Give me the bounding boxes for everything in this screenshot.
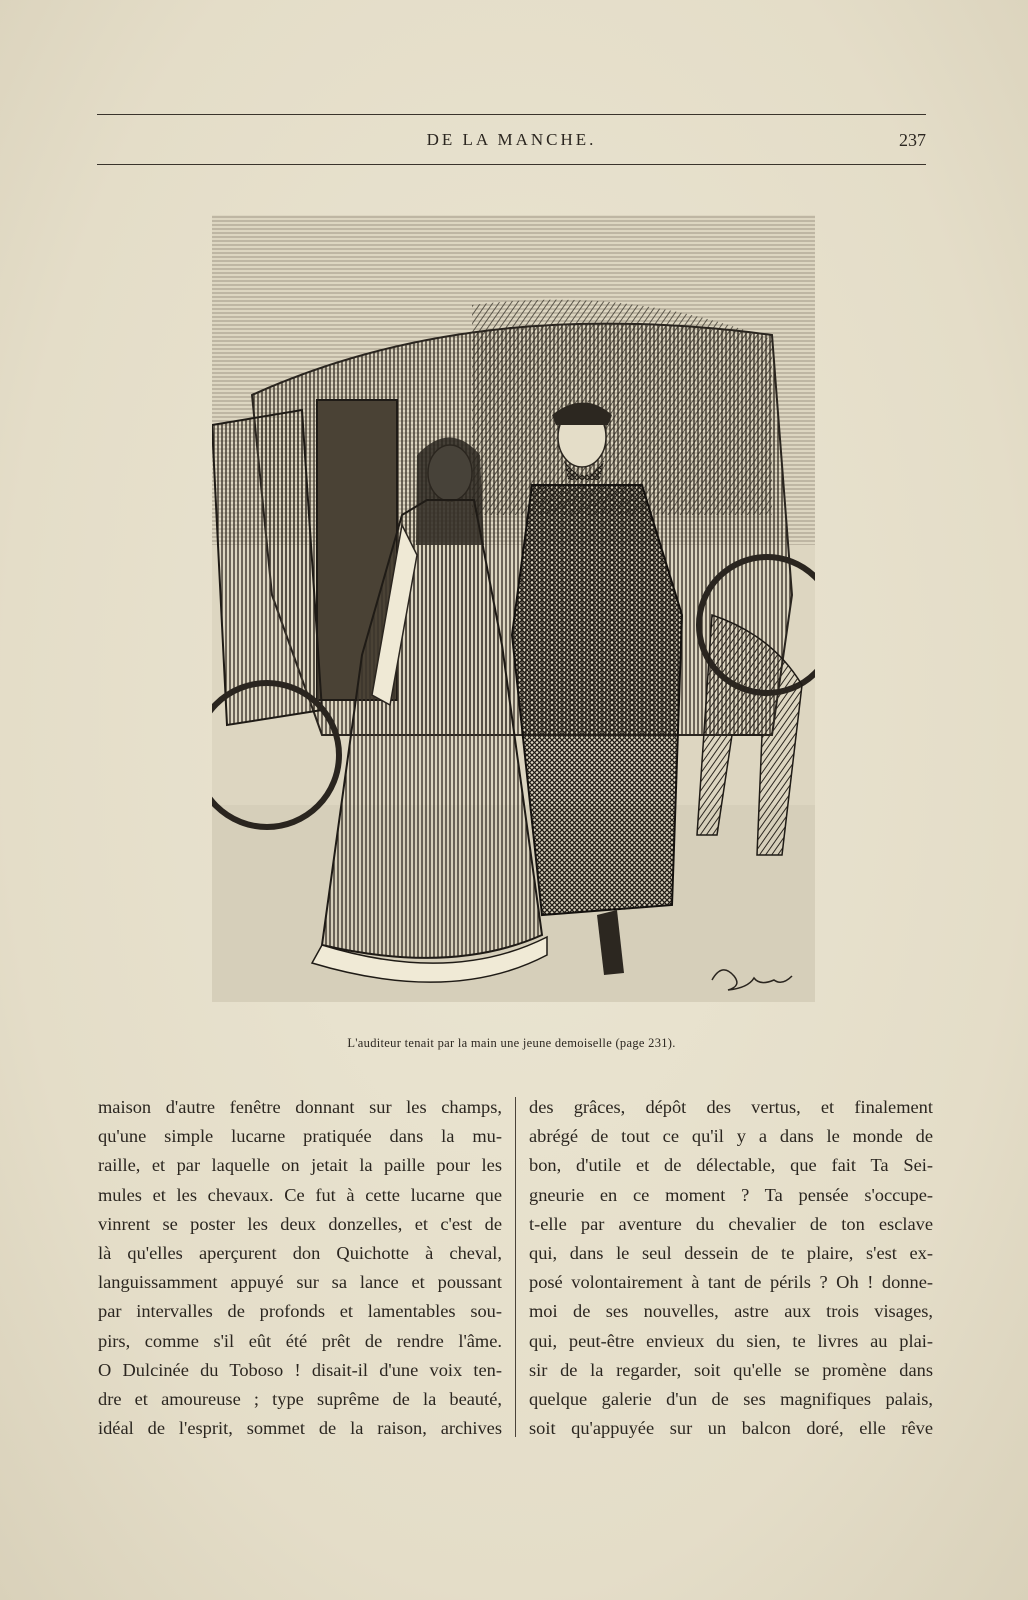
text-line: moi de ses nouvelles, astre aux trois visages, (529, 1301, 933, 1322)
running-title: DE LA MANCHE. (426, 130, 597, 149)
text-column-right (529, 1093, 933, 1443)
text-line: des grâces, dépôt des vertus, et finalement (529, 1097, 933, 1117)
text-line: languissamment appuyé sur sa lance et poussant (98, 1272, 502, 1293)
carriage-door (212, 410, 322, 725)
text-line: qu'une simple lucarne pratiquée dans la mu- (98, 1126, 502, 1147)
text-line: quelque galerie d'un de ses magnifiques palais, (529, 1388, 933, 1409)
header-bottom-rule (97, 164, 926, 165)
text-line: mules et les chevaux. Ce fut à cette lucarne que (98, 1184, 502, 1205)
text-line: gneurie en ce moment ? Ta pensée s'occupe- (529, 1184, 933, 1205)
text-column-left (98, 1093, 502, 1443)
text-line: sir de la regarder, soit qu'elle se promène dans (529, 1359, 933, 1380)
page-number: 237 (899, 130, 926, 150)
text-line: soit qu'appuyée sur un balcon doré, elle rêve (529, 1418, 933, 1439)
header-top-rule (97, 114, 926, 115)
text-line: maison d'autre fenêtre donnant sur les champs, (98, 1097, 502, 1117)
text-line: qui, peut-être envieux du sien, te livres au plai- (529, 1330, 933, 1351)
column-divider (515, 1097, 516, 1437)
text-line: abrégé de tout ce qu'il y a dans le monde de (529, 1126, 933, 1147)
text-line: t-elle par aventure du chevalier de ton esclave (529, 1213, 933, 1234)
text-line: dre et amoureuse ; type suprême de la beauté, (98, 1388, 502, 1409)
carriage-roof (472, 300, 772, 515)
text-line: vinrent se poster les deux donzelles, et c'est de (98, 1213, 502, 1234)
illustration-caption: L'auditeur tenait par la main une jeune demoiselle (page 231). (347, 1036, 676, 1050)
text-line: bon, d'utile et de délectable, que fait Ta Sei- (529, 1155, 933, 1176)
running-head (97, 128, 926, 158)
text-line: raille, et par laquelle on jetait la paille pour les (98, 1155, 502, 1176)
text-line: par intervalles de profonds et lamentables sou- (98, 1301, 502, 1322)
text-line: O Dulcinée du Toboso ! disait-il d'une voix ten- (98, 1359, 502, 1380)
engraving-drawing (212, 215, 815, 1002)
text-line: idéal de l'esprit, sommet de la raison, archives (98, 1418, 502, 1439)
text-line: qui, dans le seul dessein de te plaire, s'est ex- (529, 1242, 933, 1263)
text-line: pirs, comme s'il eût été prêt de rendre l'âme. (98, 1330, 502, 1351)
text-line: là qu'elles aperçurent don Quichotte à cheval, (98, 1242, 502, 1263)
engraving-illustration (212, 215, 815, 1002)
text-line: posé volontairement à tant de périls ? Oh ! donne- (529, 1272, 933, 1293)
